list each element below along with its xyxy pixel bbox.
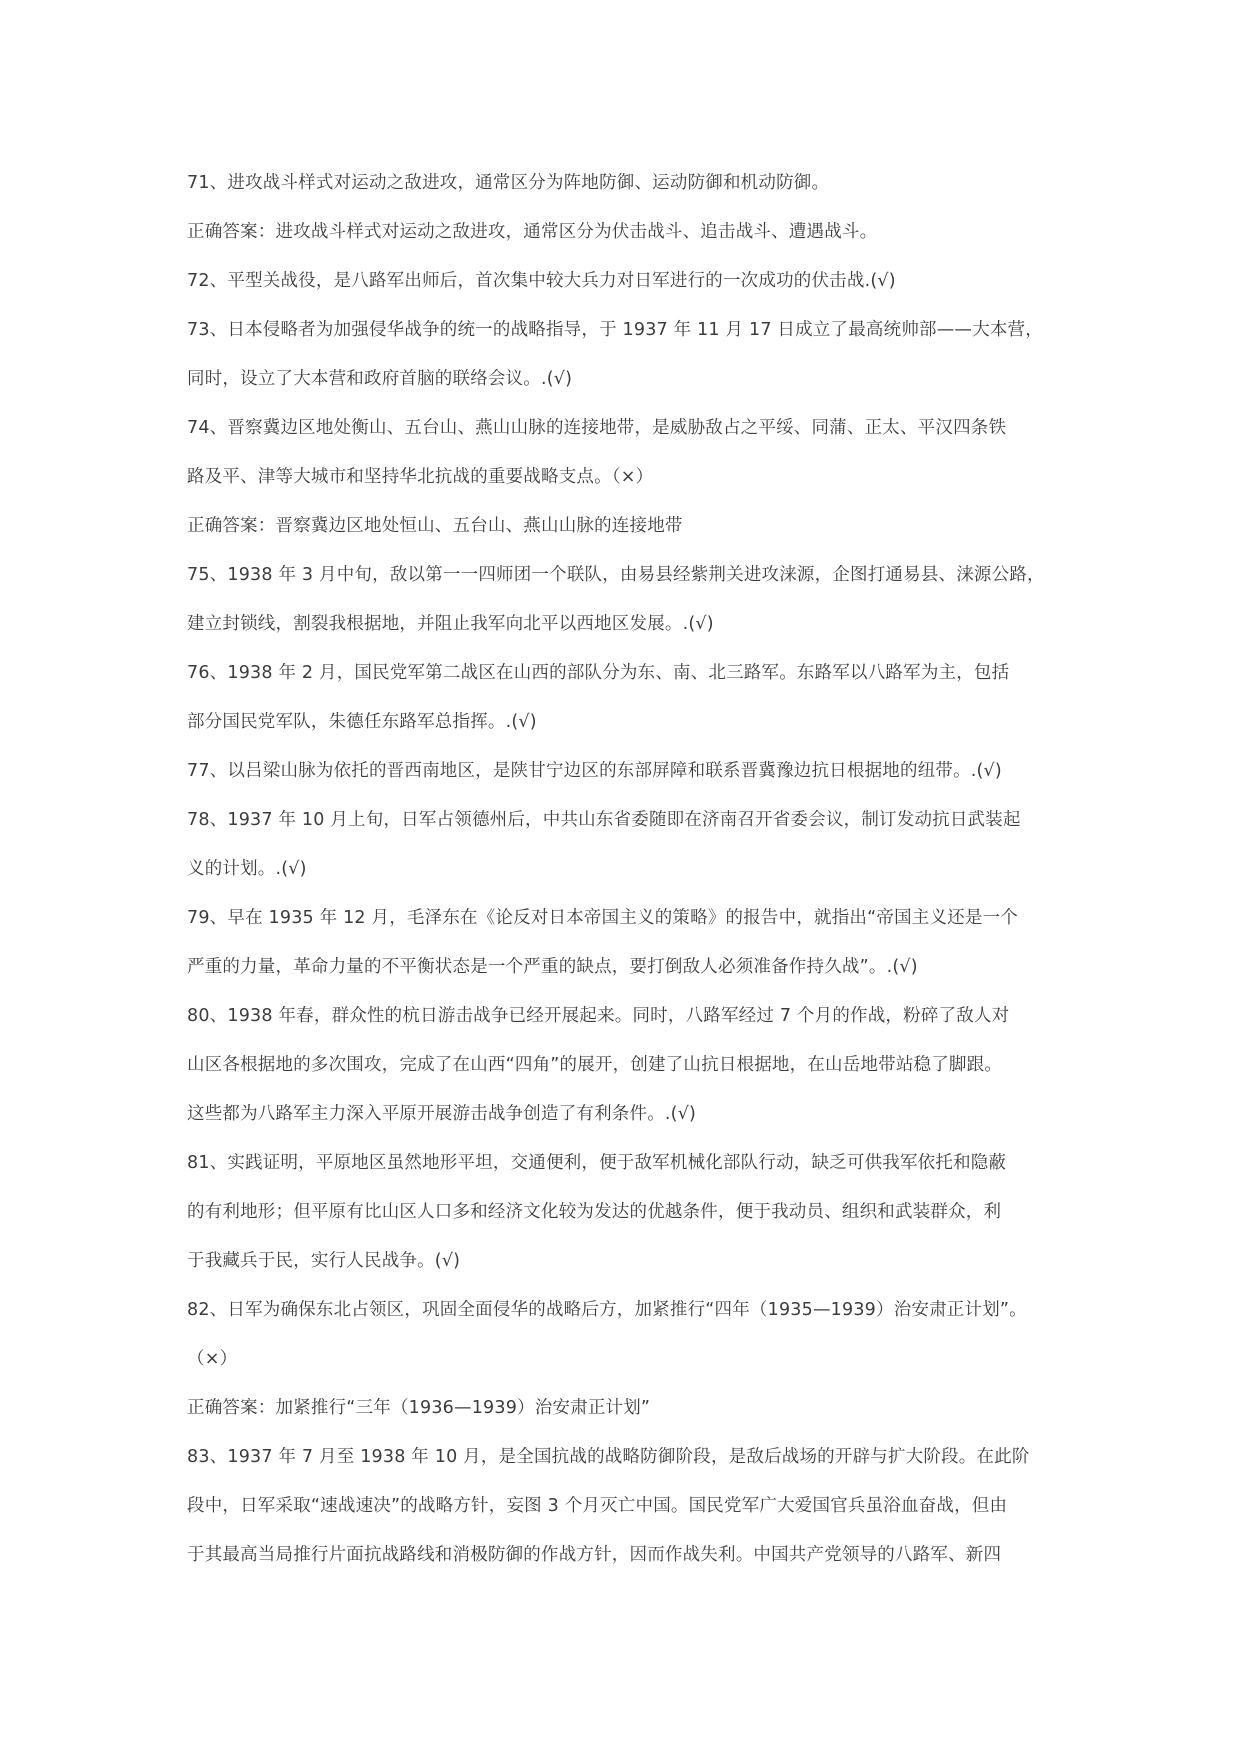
text-line: 83、1937 年 7 月至 1938 年 10 月，是全国抗战的战略防御阶段，是敌后战场的开辟与扩大阶段。在此阶: [187, 1447, 1030, 1467]
text-line: 73、日本侵略者为加强侵华战争的统一的战略指导，于 1937 年 11 月 17 日成立了最高统帅部——大本营，: [187, 320, 1043, 340]
text-line: 段中，日军采取“速战速决”的战略方针，妄图 3 个月灭亡中国。国民党军广大爱国官兵虽浴血奋战，但由: [187, 1496, 1008, 1516]
text-line: 71、进攻战斗样式对运动之敌进攻，通常区分为阵地防御、运动防御和机动防御。: [187, 173, 830, 193]
text-line: 82、日军为确保东北占领区，巩固全面侵华的战略后方，加紧推行“四年（1935—1939）治安肃正计划”。: [187, 1300, 1027, 1320]
text-line: 79、早在 1935 年 12 月，毛泽东在《论反对日本帝国主义的策略》的报告中，就指出“帝国主义还是一个: [187, 908, 1018, 928]
text-line: 80、1938 年春，群众性的杭日游击战争已经开展起来。同时，八路军经过 7 个月的作战，粉碎了敌人对: [187, 1006, 1010, 1026]
text-line: 74、晋察冀边区地处衡山、五台山、燕山山脉的连接地带，是威胁敌占之平绥、同蒲、正太、平汉四条铁: [187, 418, 1007, 438]
text-line: 于我藏兵于民，实行人民战争。(√): [187, 1251, 461, 1271]
text-line: （×）: [187, 1349, 238, 1369]
text-line: 正确答案：加紧推行“三年（1936—1939）治安肃正计划”: [187, 1398, 651, 1418]
text-line: 义的计划。.(√): [187, 859, 307, 879]
text-line: 正确答案：进攻战斗样式对运动之敌进攻，通常区分为伏击战斗、追击战斗、遭遇战斗。: [187, 222, 878, 242]
text-line: 部分国民党军队，朱德任东路军总指挥。.(√): [187, 712, 537, 732]
text-line: 75、1938 年 3 月中旬，敌以第一一四师团一个联队，由易县经紫荆关进攻涞源，企图打通易县、涞源公路，: [187, 565, 1045, 585]
text-line: 这些都为八路军主力深入平原开展游击战争创造了有利条件。.(√): [187, 1104, 697, 1124]
text-line: 路及平、津等大城市和坚持华北抗战的重要战略支点。（×）: [187, 467, 654, 487]
text-line: 72、平型关战役，是八路军出师后，首次集中较大兵力对日军进行的一次成功的伏击战.(√): [187, 271, 896, 291]
text-line: 81、实践证明，平原地区虽然地形平坦，交通便利，便于敌军机械化部队行动，缺乏可供我军依托和隐蔽: [187, 1153, 1007, 1173]
document-body: [187, 159, 1055, 1580]
text-line: 的有利地形；但平原有比山区人口多和经济文化较为发达的优越条件，便于我动员、组织和武装群众，利: [187, 1202, 1002, 1222]
text-line: 建立封锁线，割裂我根据地，并阻止我军向北平以西地区发展。.(√): [187, 614, 714, 634]
text-line: 山区各根据地的多次围攻，完成了在山西“四角”的展开，创建了山抗日根据地，在山岳地带站稳了脚跟。: [187, 1055, 1003, 1075]
text-line: 同时，设立了大本营和政府首脑的联络会议。.(√): [187, 369, 573, 389]
text-line: 于其最高当局推行片面抗战路线和消极防御的作战方针，因而作战失利。中国共产党领导的八路军、新四: [187, 1545, 1002, 1565]
text-line: 76、1938 年 2 月，国民党军第二战区在山西的部队分为东、南、北三路军。东路军以八路军为主，包括: [187, 663, 1010, 683]
text-line: 78、1937 年 10 月上旬，日军占领德州后，中共山东省委随即在济南召开省委会议，制订发动抗日武装起: [187, 810, 1021, 830]
text-line: 77、以吕梁山脉为依托的晋西南地区，是陕甘宁边区的东部屏障和联系晋冀豫边抗日根据地的纽带。.(√): [187, 761, 1002, 781]
text-line: 严重的力量，革命力量的不平衡状态是一个严重的缺点，要打倒敌人必须准备作持久战”。.(√): [187, 957, 918, 977]
text-line: 正确答案：晋察冀边区地处恒山、五台山、燕山山脉的连接地带: [187, 516, 683, 536]
